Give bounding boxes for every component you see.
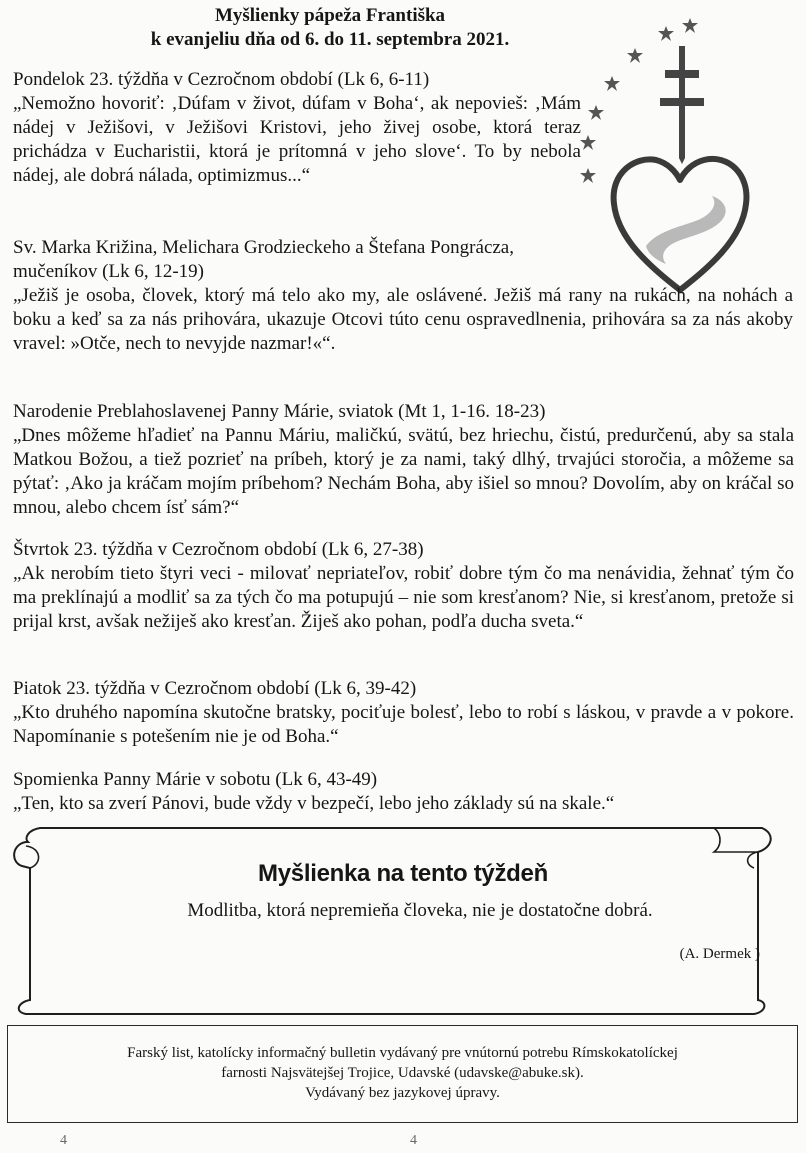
section-heading: Sv. Marka Križina, Melichara Grodzieckeho a Štefana Pongrácza, mučeníkov (Lk 6, 12-19) [13, 237, 514, 282]
section-nativity-mary [13, 400, 794, 520]
section-saturday [13, 768, 794, 816]
section-heading: Pondelok 23. týždňa v Cezročnom období (Lk 6, 6-11) [13, 69, 430, 90]
footer-line: Vydávaný bez jazykovej úpravy. [305, 1085, 500, 1101]
weekly-thought-title: Myšlienka na tento týždeň [258, 860, 548, 887]
section-thursday [13, 538, 794, 634]
section-heading: Spomienka Panny Márie v sobotu (Lk 6, 43-49) [13, 769, 378, 790]
footer-box [7, 1025, 798, 1123]
weekly-thought-quote: Modlitba, ktorá nepremieňa človeka, nie je dostatočne dobrá. [187, 900, 653, 921]
section-heading: Štvrtok 23. týždňa v Cezročnom období (Lk 6, 27-38) [13, 539, 424, 560]
double-cross-icon [660, 46, 704, 164]
page-number: 4 [410, 1133, 417, 1148]
section-monday [13, 68, 581, 188]
section-text: „Ten, kto sa zverí Pánovi, bude vždy v bezpečí, lebo jeho základy sú na skale.“ [13, 793, 615, 814]
page-number: 4 [60, 1133, 67, 1148]
section-text: „Dnes môžeme hľadieť na Pannu Máriu, maličkú, svätú, bez hriechu, čistú, predurčenú, aby sa stala Matkou Božou, a tiež pozrieť na príbeh, ktorý je za nami, taký dlhý, trvajúci storočia, a môžeme sa pýtať: ‚Ako ja kráčam mojím príbehom? Nechám Boha, aby išiel so mnou? Dovolím, aby on kráčal so mnou, alebo chcem ísť sám?“ [13, 425, 794, 518]
section-text: „Kto druhého napomína skutočne bratsky, pociťuje bolesť, lebo to robí s láskou, v pravde a v pokore. Napomínanie s potešením nie je od Boha.“ [13, 702, 794, 747]
section-heading: Piatok 23. týždňa v Cezročnom období (Lk 6, 39-42) [13, 678, 417, 699]
section-heading: Narodenie Preblahoslavenej Panny Márie, sviatok (Mt 1, 1-16. 18-23) [13, 401, 546, 422]
section-friday [13, 677, 794, 749]
cross-heart-logo [580, 8, 800, 308]
heart-icon [614, 159, 747, 290]
section-text: „Ježiš je osoba, človek, ktorý má telo ako my, ale oslávené. Ježiš má rany na rukách, na nohách a boku a keď sa za nás prihovára, ukazuje Otcovi túto cenu ospravedlnenia, prihovára sa za nás akoby vravel: »Otče, nech to nevyjde nazmar!«“. [13, 285, 793, 354]
weekly-thought-author: (A. Dermek ) [679, 946, 760, 962]
title-line-2: k evanjeliu dňa od 6. do 11. septembra 2021. [150, 29, 510, 50]
page-title [0, 4, 660, 52]
title-line-1: Myšlienky pápeža Františka [214, 5, 446, 26]
section-martyrs [13, 236, 793, 356]
footer-line: farnosti Najsvätejšej Trojice, Udavské (udavske@abuke.sk). [221, 1065, 584, 1081]
footer-line: Farský list, katolícky informačný bulletin vydávaný pre vnútornú potrebu Rímskokatolíckej [127, 1045, 678, 1061]
section-text: „Ak nerobím tieto štyri veci - milovať nepriateľov, robiť dobre tým čo ma nenávidia, žehnať tým čo ma preklínajú a modliť sa za tých čo ma potupujú – nie som kresťanom? Nie, si kresťanom, pretože si prijal krst, avšak nežiješ ako kresťan. Žiješ ako pohan, podľa ducha sveta.“ [13, 563, 794, 632]
section-text: „Nemožno hovoriť: ‚Dúfam v život, dúfam v Boha‘, ak nepovieš: ‚Mám nádej v Ježišovi, v Ježišovi Kristovi, jeho živej osobe, ktorá teraz prichádza v Eucharistii, ktorá je prítomná v jeho slove‘. To by nebola nádej, ale dobrá nálada, optimizmus...“ [13, 93, 581, 186]
river-icon [646, 196, 726, 264]
